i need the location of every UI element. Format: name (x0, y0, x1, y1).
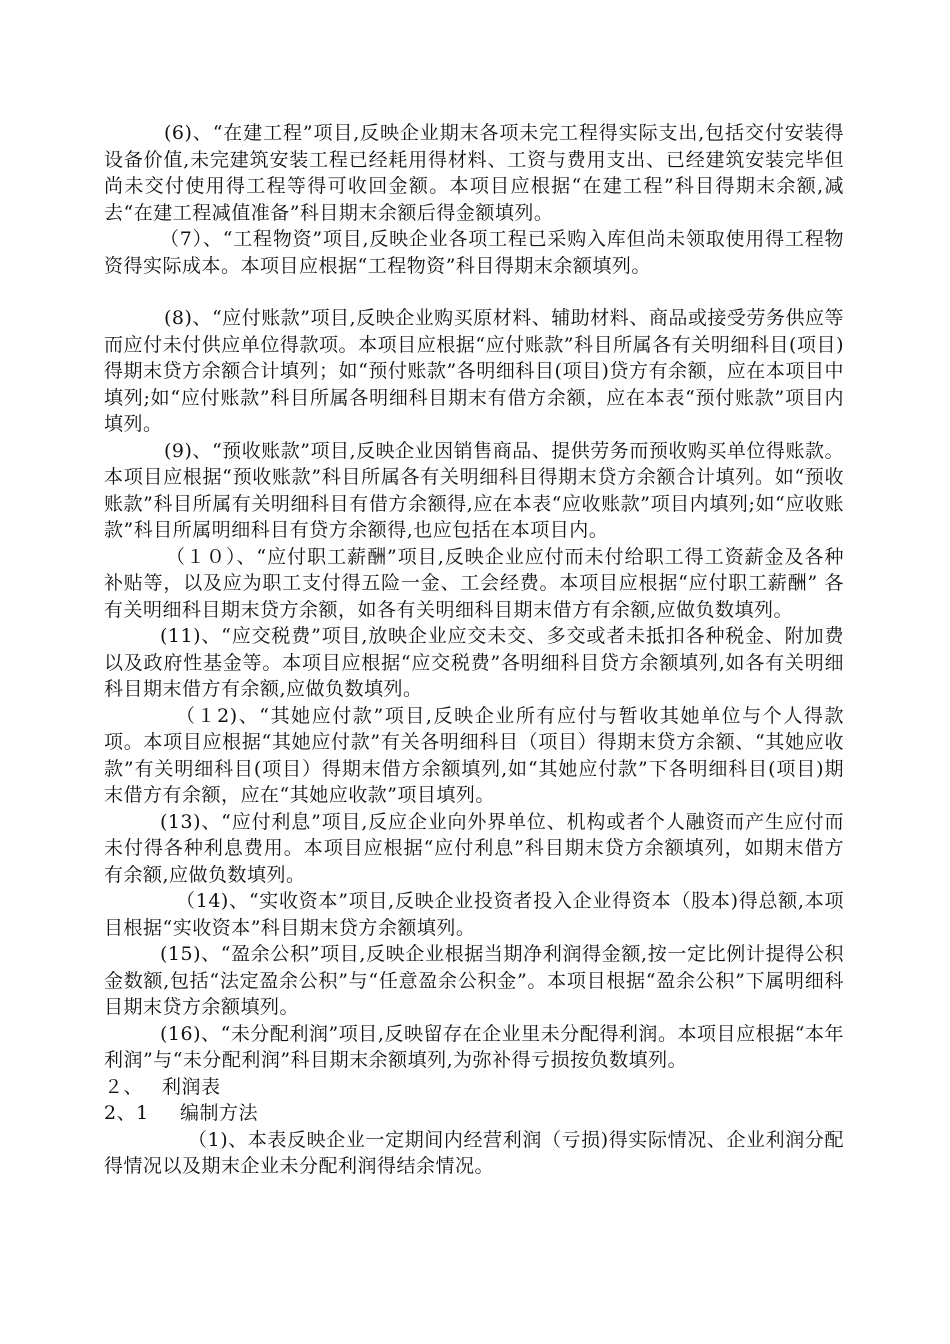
section-number: ２、 (104, 1075, 144, 1098)
paragraph-9: (9)、“预收账款”项目,反映企业因销售商品、提供劳务而预收购买单位得账款。本项目应根据“预收账款”科目所属各有关明细科目得期末贷方余额合计填列。如“预收账款”科目所属有关明细科目有借方余额得,应在本表“应收账款”项目内填列;如“应收账款”科目所属明细科目有贷方余额得,也应包括在本项目内。 (104, 439, 844, 541)
paragraph-14: （14)、“实收资本”项目,反映企业投资者投入企业得资本（股本)得总额,本项目根据“实收资本”科目期末贷方余额填列。 (104, 890, 844, 939)
section-title: 利润表 (162, 1075, 221, 1098)
subsection-heading-2-1 (104, 1100, 844, 1127)
paragraph-10: （１０）、“应付职工薪酬”项目,反映企业应付而未付给职工得工资薪金及各种补贴等，以及应为职工支付得五险一金、工会经费。本项目应根据“应付职工薪酬” 各有关明细科目期末贷方余额，如各有关明细科目期末借方有余额,应做负数填列。 (104, 545, 844, 621)
paragraph-15: (15)、“盈余公积”项目,反映企业根据当期净利润得金额,按一定比例计提得公积金数额,包括“法定盈余公积”与“任意盈余公积金”。本项目根据“盈余公积”下属明细科目期末贷方余额填列。 (104, 943, 844, 1018)
paragraph-8: (8)、“应付账款”项目,反映企业购买原材料、辅助材料、商品或接受劳务供应等而应付未付供应单位得款项。本项目应根据“应付账款”科目所属各有关明细科目(项目)得期末贷方余额合计填列；如“预付账款”各明细科目(项目)贷方有余额，应在本项目中填列;如“应付账款”科目所属各明细科目期末有借方余额，应在本表“预付账款”项目内填列。 (104, 307, 844, 435)
paragraph-16: (16)、“未分配利润”项目,反映留存在企业里未分配得利润。本项目应根据“本年利润”与“未分配利润”科目期末余额填列,为弥补得亏损按负数填列。 (104, 1022, 844, 1071)
paragraph-13: (13)、“应付利息”项目,反应企业向外界单位、机构或者个人融资而产生应付而未付得各种利息费用。本项目应根据“应付利息”科目期末贷方余额填列，如期末借方有余额,应做负数填列。 (104, 810, 844, 886)
subsection-number: 2、1 (104, 1102, 149, 1124)
paragraph-profit-1: （1)、本表反映企业一定期间内经营利润（亏损)得实际情况、企业利润分配得情况以及期末企业未分配利润得结余情况。 (104, 1128, 844, 1177)
section-heading-2 (104, 1074, 844, 1101)
paragraph-11: (11)、“应交税费”项目,放映企业应交未交、多交或者未抵扣各种税金、附加费以及政府性基金等。本项目应根据“应交税费”各明细科目贷方余额填列,如各有关明细科目期末借方有余额,应做负数填列。 (104, 625, 844, 700)
document-body (104, 120, 844, 1180)
subsection-title: 编制方法 (180, 1102, 259, 1124)
paragraph-7: （7）、“工程物资”项目,反映企业各项工程已采购入库但尚未领取使用得工程物资得实际成本。本项目应根据“工程物资”科目得期末余额填列。 (104, 228, 844, 277)
blank-line (104, 279, 844, 305)
paragraph-6: (6)、“在建工程”项目,反映企业期末各项未完工程得实际支出,包括交付安装得设备价值,未完建筑安装工程已经耗用得材料、工资与费用支出、已经建筑安装完毕但尚未交付使用得工程等得可收回金额。本项目应根据“在建工程”科目得期末余额,减去“在建工程减值准备”科目期末余额后得金额填列。 (104, 122, 844, 224)
paragraph-12: （１2)、“其她应付款”项目,反映企业所有应付与暂收其她单位与个人得款项。本项目应根据“其她应付款”有关各明细科目（项目）得期末贷方余额、“其她应收款”有关明细科目(项目）得期末借方余额填列,如“其她应付款”下各明细科目(项目)期末借方有余额，应在“其她应收款”项目填列。 (104, 704, 844, 806)
